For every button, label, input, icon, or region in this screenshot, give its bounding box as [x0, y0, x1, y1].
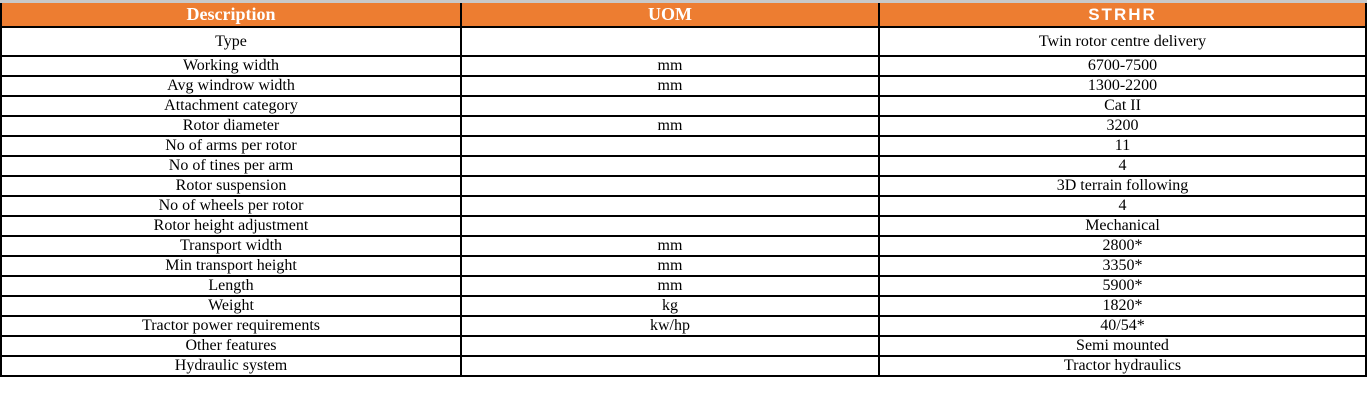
- cell-uom: kg: [461, 296, 879, 316]
- cell-value: 11: [879, 136, 1366, 156]
- cell-value: Cat II: [879, 96, 1366, 116]
- cell-description: Length: [1, 276, 461, 296]
- table-row-tines-per-arm: [1, 156, 1366, 176]
- cell-value: 40/54*: [879, 316, 1366, 336]
- table-row-wheels-per-rotor: [1, 196, 1366, 216]
- cell-uom: mm: [461, 76, 879, 96]
- cell-uom: mm: [461, 236, 879, 256]
- table-row-other-features: [1, 336, 1366, 356]
- cell-description: Rotor suspension: [1, 176, 461, 196]
- cell-value: Mechanical: [879, 216, 1366, 236]
- cell-value: Tractor hydraulics: [879, 356, 1366, 376]
- cell-uom: [461, 216, 879, 236]
- table-row-working-width: [1, 56, 1366, 76]
- cell-value: 1300-2200: [879, 76, 1366, 96]
- cell-description: Rotor diameter: [1, 116, 461, 136]
- cell-description: No of wheels per rotor: [1, 196, 461, 216]
- cell-value: 3D terrain following: [879, 176, 1366, 196]
- cell-description: Min transport height: [1, 256, 461, 276]
- table-row-transport-width: [1, 236, 1366, 256]
- cell-description: Avg windrow width: [1, 76, 461, 96]
- cell-description: No of tines per arm: [1, 156, 461, 176]
- table-row-weight: [1, 296, 1366, 316]
- cell-value: Twin rotor centre delivery: [879, 27, 1366, 56]
- cell-description: Other features: [1, 336, 461, 356]
- cell-uom: mm: [461, 116, 879, 136]
- cell-uom: [461, 196, 879, 216]
- cell-uom: [461, 96, 879, 116]
- spec-table: [0, 3, 1367, 377]
- cell-description: Transport width: [1, 236, 461, 256]
- cell-description: Weight: [1, 296, 461, 316]
- cell-uom: mm: [461, 276, 879, 296]
- table-row-attachment-category: [1, 96, 1366, 116]
- table-row-tractor-power-requirements: [1, 316, 1366, 336]
- table-row-length: [1, 276, 1366, 296]
- table-row-rotor-height-adjustment: [1, 216, 1366, 236]
- cell-uom: [461, 27, 879, 56]
- cell-value: 4: [879, 196, 1366, 216]
- cell-value: 3200: [879, 116, 1366, 136]
- table-row-rotor-suspension: [1, 176, 1366, 196]
- cell-value: 2800*: [879, 236, 1366, 256]
- cell-uom: [461, 136, 879, 156]
- table-row-rotor-diameter: [1, 116, 1366, 136]
- column-header-strhr: STRHR: [879, 3, 1366, 27]
- table-header-row: [1, 3, 1366, 27]
- cell-description: Hydraulic system: [1, 356, 461, 376]
- cell-description: Rotor height adjustment: [1, 216, 461, 236]
- cell-value: 4: [879, 156, 1366, 176]
- cell-description: Working width: [1, 56, 461, 76]
- table-row-avg-windrow-width: [1, 76, 1366, 96]
- cell-value: 5900*: [879, 276, 1366, 296]
- column-header-description: Description: [1, 3, 461, 27]
- cell-value: 6700-7500: [879, 56, 1366, 76]
- table-row-arms-per-rotor: [1, 136, 1366, 156]
- cell-value: 1820*: [879, 296, 1366, 316]
- cell-uom: mm: [461, 256, 879, 276]
- cell-uom: kw/hp: [461, 316, 879, 336]
- table-row-type: [1, 27, 1366, 56]
- cell-uom: [461, 356, 879, 376]
- cell-description: Attachment category: [1, 96, 461, 116]
- cell-description: Tractor power requirements: [1, 316, 461, 336]
- table-row-hydraulic-system: [1, 356, 1366, 376]
- column-header-uom: UOM: [461, 3, 879, 27]
- cell-uom: [461, 336, 879, 356]
- cell-description: Type: [1, 27, 461, 56]
- cell-uom: mm: [461, 56, 879, 76]
- cell-value: 3350*: [879, 256, 1366, 276]
- cell-uom: [461, 176, 879, 196]
- cell-description: No of arms per rotor: [1, 136, 461, 156]
- cell-value: Semi mounted: [879, 336, 1366, 356]
- cell-uom: [461, 156, 879, 176]
- table-row-min-transport-height: [1, 256, 1366, 276]
